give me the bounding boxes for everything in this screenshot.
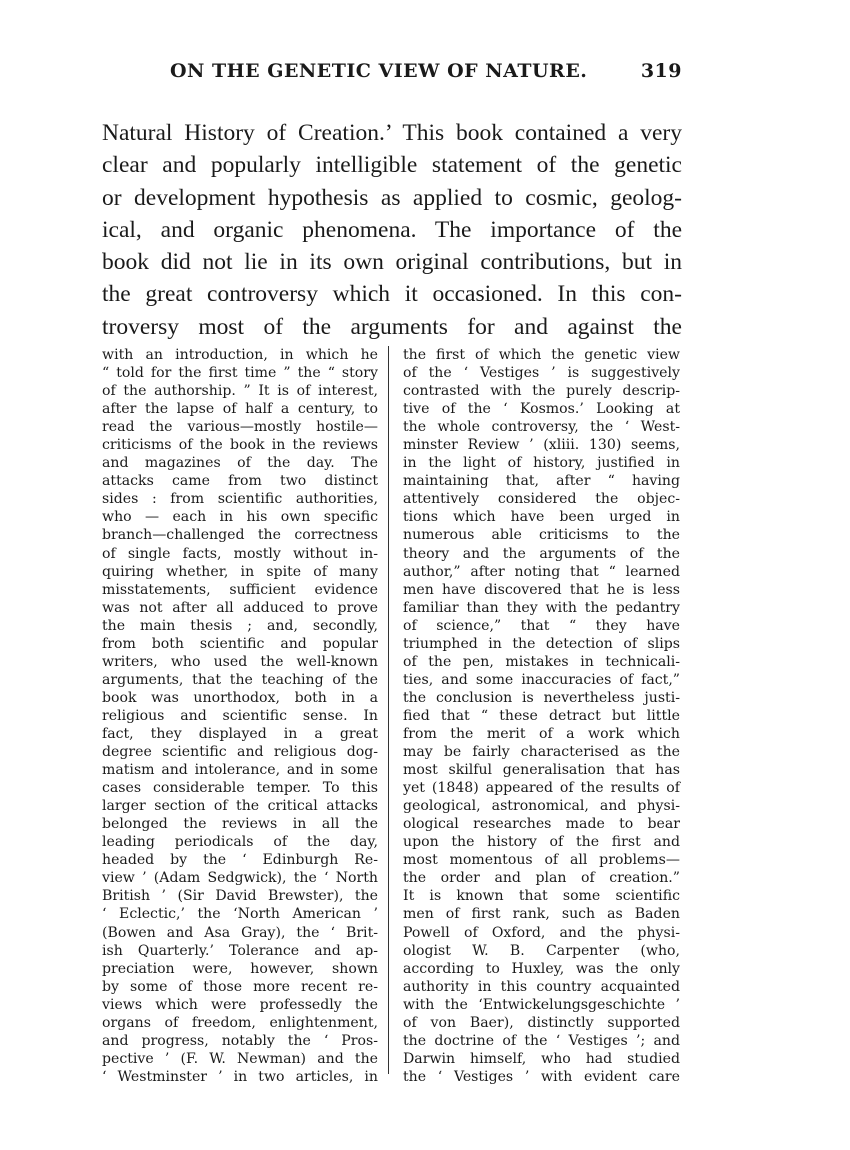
text-line: ological researches made to bear (403, 816, 680, 833)
text-line: attacks came from two distinct (102, 473, 378, 490)
text-line: of science,” that “ they have (403, 617, 680, 634)
text-line: “ told for the first time ” the “ story (102, 365, 378, 382)
text-line: read the various—mostly hostile— (102, 419, 378, 436)
text-line: arguments, that the teaching of the (102, 671, 378, 688)
text-line: branch—challenged the correctness (102, 527, 378, 544)
text-line: and progress, notably the ‘ Pros- (102, 1032, 378, 1049)
text-line: views which were professedly the (102, 996, 378, 1013)
text-line: after the lapse of half a century, to (102, 401, 378, 418)
text-line: yet (1848) appeared of the results of (403, 780, 680, 797)
text-line: and magazines of the day. The (102, 455, 378, 472)
intro-paragraph (102, 117, 682, 343)
text-line: of the pen, mistakes in technicali- (403, 653, 680, 670)
text-line: quiring whether, in spite of many (102, 563, 378, 580)
text-line: larger section of the critical attacks (102, 798, 378, 815)
text-line: authority in this country acquainted (403, 978, 680, 995)
text-line: most momentous of all problems— (403, 852, 680, 869)
text-line: author,” after noting that “ learned (403, 563, 680, 580)
text-line: contrasted with the purely descrip- (403, 383, 680, 400)
text-line: leading periodicals of the day, (102, 834, 378, 851)
text-line: minster Review ’ (xliii. 130) seems, (403, 437, 680, 454)
text-line: ‘ Westminster ’ in two articles, in (102, 1068, 378, 1085)
text-line: troversy most of the arguments for and against the (102, 313, 682, 340)
text-line: criticisms of the book in the reviews (102, 437, 378, 454)
text-line: Darwin himself, who had studied (403, 1050, 680, 1067)
text-line: upon the history of the first and (403, 834, 680, 851)
text-line: Natural History of Creation.’ This book contained a very (102, 120, 682, 146)
text-line: fied that “ these detract but little (403, 707, 680, 724)
text-line: tions which have been urged in (403, 509, 680, 526)
text-line: headed by the ‘ Edinburgh Re- (102, 852, 378, 869)
text-line: the order and plan of creation.” (403, 870, 680, 887)
text-line: geological, astronomical, and physi- (403, 798, 680, 815)
text-line: ties, and some inaccuracies of fact,” (403, 671, 680, 688)
text-line: British ’ (Sir David Brewster), the (102, 888, 378, 905)
text-line: according to Huxley, was the only (403, 960, 680, 977)
text-line: familiar than they with the pedantry (403, 599, 680, 616)
text-line: or development hypothesis as applied to cosmic, geolog- (102, 184, 682, 211)
text-line: attentively considered the objec- (403, 491, 680, 508)
text-line: book did not lie in its own original contributions, but in (102, 249, 682, 276)
text-line: fact, they displayed in a great (102, 725, 378, 742)
text-line: ish Quarterly.’ Tolerance and ap- (102, 942, 378, 959)
text-line: triumphed in the detection of slips (403, 635, 680, 652)
text-line: ‘ Eclectic,’ the ‘North American ’ (102, 906, 378, 923)
footnote-column-left (102, 346, 378, 1086)
text-line: book was unorthodox, both in a (102, 689, 378, 706)
text-line: the main thesis ; and, secondly, (102, 617, 378, 634)
text-line: the doctrine of the ‘ Vestiges ’; and (403, 1032, 680, 1049)
running-title: ON THE GENETIC VIEW OF NATURE. (170, 60, 588, 82)
text-line: ical, and organic phenomena. The importance of the (102, 216, 682, 243)
text-line: It is known that some scientific (403, 888, 680, 905)
text-line: misstatements, sufficient evidence (102, 581, 378, 598)
text-line: the whole controversy, the ‘ West- (403, 419, 680, 436)
text-line: ologist W. B. Carpenter (who, (403, 942, 680, 959)
footnote-column-right (403, 346, 680, 1086)
text-line: matism and intolerance, and in some (102, 762, 378, 779)
text-line: maintaining that, after “ having (403, 473, 680, 490)
page-number: 319 (640, 60, 682, 82)
text-line: from both scientific and popular (102, 635, 378, 652)
text-line: belonged the reviews in all the (102, 816, 378, 833)
running-header (170, 60, 682, 90)
text-line: in the light of history, justified in (403, 455, 680, 472)
text-line: who — each in his own specific (102, 509, 378, 526)
text-line: from the merit of a work which (403, 725, 680, 742)
text-line: sides : from scientific authorities, (102, 491, 378, 508)
text-line: (Bowen and Asa Gray), the ‘ Brit- (102, 924, 378, 941)
text-line: men of first rank, such as Baden (403, 906, 680, 923)
text-line: of single facts, mostly without in- (102, 545, 378, 562)
text-line: the conclusion is nevertheless justi- (403, 689, 680, 706)
text-line: men have discovered that he is less (403, 581, 680, 598)
column-divider (388, 346, 389, 1074)
text-line: preciation were, however, shown (102, 960, 378, 977)
text-line: was not after all adduced to prove (102, 599, 378, 616)
text-line: with an introduction, in which he (102, 347, 378, 363)
text-line: writers, who used the well-known (102, 653, 378, 670)
text-line: of the authorship. ” It is of interest, (102, 383, 378, 400)
text-line: numerous able criticisms to the (403, 527, 680, 544)
text-line: of the ‘ Vestiges ’ is suggestively (403, 365, 680, 382)
text-line: degree scientific and religious dog- (102, 744, 378, 761)
text-line: organs of freedom, enlightenment, (102, 1014, 378, 1031)
text-line: with the ‘Entwickelungsgeschichte ’ (403, 996, 680, 1013)
text-line: the first of which the genetic view (403, 347, 680, 363)
text-line: cases considerable temper. To this (102, 780, 378, 797)
text-line: tive of the ‘ Kosmos.’ Looking at (403, 401, 680, 418)
text-line: Powell of Oxford, and the physi- (403, 924, 680, 941)
text-line: the ‘ Vestiges ’ with evident care (403, 1068, 680, 1085)
text-line: by some of those more recent re- (102, 978, 378, 995)
text-line: most skilful generalisation that has (403, 762, 680, 779)
text-line: the great controversy which it occasioned. In this con- (102, 281, 682, 308)
text-line: clear and popularly intelligible statement of the genetic (102, 152, 682, 179)
text-line: of von Baer), distinctly supported (403, 1014, 680, 1031)
text-line: may be fairly characterised as the (403, 744, 680, 761)
text-line: pective ’ (F. W. Newman) and the (102, 1050, 378, 1067)
text-line: view ’ (Adam Sedgwick), the ‘ North (102, 870, 378, 887)
text-line: religious and scientific sense. In (102, 707, 378, 724)
text-line: theory and the arguments of the (403, 545, 680, 562)
